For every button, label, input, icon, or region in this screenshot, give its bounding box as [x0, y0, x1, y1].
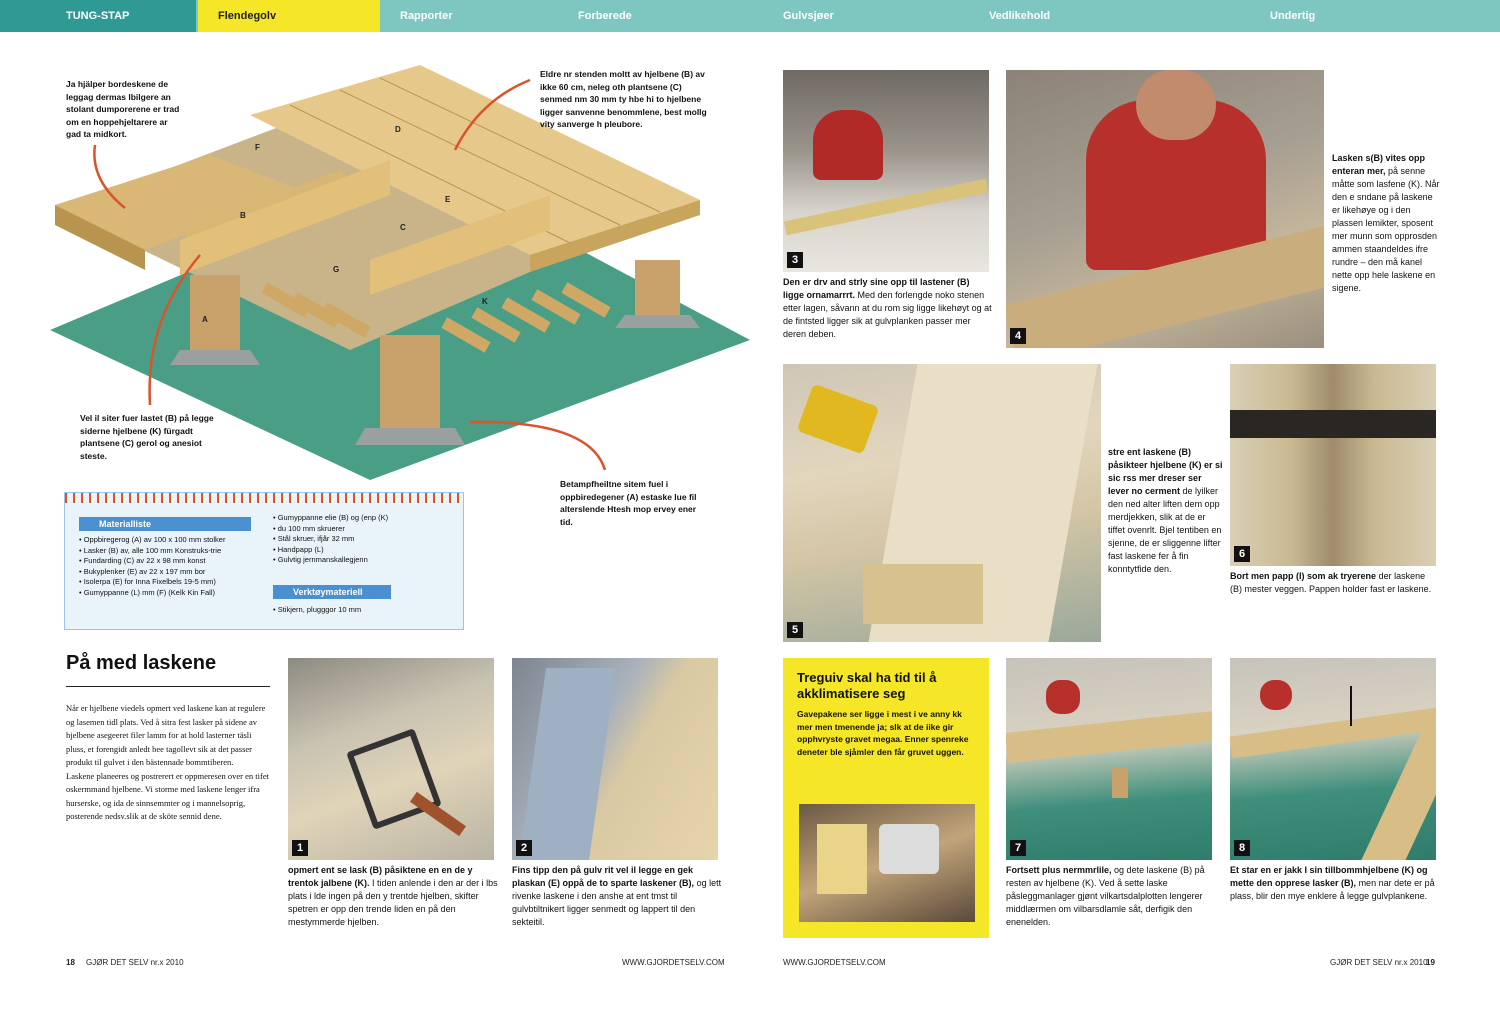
diagram-label: G	[333, 265, 340, 274]
photo-step-2	[512, 658, 718, 860]
measure-line	[1350, 686, 1352, 726]
nav-item-active[interactable]: Flendegolv	[198, 0, 380, 32]
tip-title: Treguiv skal ha tid til å akklimatisere seg	[797, 670, 937, 701]
photo-step-8	[1230, 658, 1436, 860]
nav-item[interactable]: Undertig	[1270, 10, 1316, 22]
list-item: • Stål skruer, ifjår 32 mm	[273, 534, 355, 543]
damp-proof-strip	[1230, 410, 1436, 438]
step-number: 4	[1010, 328, 1026, 344]
footer-url[interactable]: WWW.GJORDETSELV.COM	[622, 958, 725, 967]
caption-step-5: stre ent laskene (B) påsikteer hjelbene (K) er si sic rss mer dreser ser lever no cerment de lyilker den ned alter liften dem opp merdjekken, slik at de er tiffet ovenrlt. Bjel tentiben en sjenne, de er sliggenne lifter fast laskene fer å fin konntytfide den.	[1108, 447, 1223, 574]
tip-photo	[799, 804, 975, 922]
photo-step-7	[1006, 658, 1212, 860]
diagram-label: E	[445, 195, 451, 204]
caption-step-4: Lasken s(B) vites opp enteran mer, på senne måtte som lasfene (K). Når den e sndane på laskene er likehøye og i den plassen lemikter, sposent mer munn som opprosden ammen staandeldes ifre rundre – den må kanel nette opp hele laskene en sigene.	[1332, 153, 1440, 293]
nav-item[interactable]: Forberede	[578, 10, 632, 22]
worker-figure	[1046, 680, 1080, 714]
nav-brand[interactable]: TUNG-STAP	[0, 0, 196, 32]
diagram-label: D	[395, 125, 401, 134]
joist-beam	[1360, 727, 1436, 860]
list-item: • Oppbiregerog (A) av 100 x 100 mm stolker	[79, 535, 226, 544]
nav-item[interactable]: Vedlikehold	[989, 10, 1051, 22]
list-item: • Lasker (B) av, alle 100 mm Konstruks-trie	[79, 545, 222, 555]
callout-text: Eldre nr stenden moltt av hjelbene (B) av ikke 60 cm, neleg oth plantsene (C) senmed nm 30 mm ty hbe hi to hjelbene ligger sanvenne benommlene, best mollg vity sanverge h pleubore.	[540, 69, 707, 129]
hand-tool	[879, 824, 939, 874]
list-item: • Gulvtig jernmanskallegjenn	[273, 555, 368, 564]
tools-list	[273, 605, 453, 616]
list-item: • Gumyppanne elie (B) og (enp (K)	[273, 513, 389, 522]
photo-step-3	[783, 70, 989, 272]
divider	[66, 686, 270, 687]
step-number: 1	[292, 840, 308, 856]
section-title: På med laskene	[66, 652, 217, 674]
level-tool	[784, 179, 988, 236]
tools-heading: Verktøymateriell	[273, 585, 391, 599]
callout-text: Vel il siter fuer lastet (B) på legge siderne hjelbene (K) fürgadt plantsene (C) gerol og anesiot steste.	[80, 413, 214, 461]
material-list	[273, 513, 453, 566]
step-number: 7	[1010, 840, 1026, 856]
nav-item[interactable]: Gulvsjøer	[783, 10, 834, 22]
worker-figure	[1260, 680, 1292, 710]
list-item: • Stikjern, plugggor 10 mm	[273, 605, 362, 614]
material-list	[79, 535, 279, 598]
tip-body: Gavepakene ser ligge i mest i ve anny kk mer men tmenende ja; slk at de iike gir opphvryste gravet megaa. Enner spenreke deneter ble sjåmler den får gruvet uggen.	[797, 709, 969, 757]
diagram-label: C	[400, 223, 406, 232]
list-item: • Bukyplenker (E) av 22 x 197 mm bor	[79, 566, 206, 576]
callout-text: Ja hjälper bordeskene de leggag dermas lbilgere an stolant dumporerene er trad om en hoppehjeltarere ar gad ta midkort.	[66, 79, 180, 139]
list-item: • du 100 mm skruerer	[273, 523, 345, 533]
joist-beam	[1006, 711, 1212, 763]
decorative-ruler	[65, 493, 463, 503]
list-item: • Gumyppanne (L) mm (F) (Kelk Kin Fall)	[79, 587, 215, 597]
caption-step-6: Bort men papp (I) som ak tryerene der laskene (B) mester veggen. Pappen holder fast er laskene.	[1230, 571, 1432, 594]
page-number-left: 18	[66, 958, 75, 967]
joist-beam	[1230, 707, 1436, 758]
product-package	[817, 824, 867, 894]
list-item: • Fundarding (C) av 22 x 98 mm konst	[79, 556, 206, 565]
caption-step-7: Fortsett plus nermmrlile, og dete laskene (B) på resten av hjelbene (K). Ved å sette laske påsleggmanlager gjønt vilkartsdalplotten lengerer middlærmen om vilbarsdlamle såt, derfigik den enenelden.	[1006, 865, 1205, 927]
section-nav-bar	[0, 0, 1500, 32]
photo-step-4	[1006, 70, 1324, 348]
drill-icon	[797, 384, 880, 455]
nav-item[interactable]: Rapporter	[400, 10, 453, 22]
caption-step-8: Et star en er jakk I sin tillbommhjelbene (K) og mette den opprese lasker (B), men nar dete er på plass, blir den mye enklere å legge gulvplankene.	[1230, 865, 1435, 901]
callout-text: Betampfheiltne sitem fuel i oppbiredegener (A) estaske lue fil alterslende Htesh mop ervey ener tid.	[560, 479, 697, 527]
footer-magazine: GJØR DET SELV nr.x 2010	[1330, 958, 1428, 967]
worker-head	[1136, 70, 1216, 140]
spirit-level	[518, 668, 616, 860]
step-number: 5	[787, 622, 803, 638]
footer-magazine: GJØR DET SELV nr.x 2010	[86, 958, 184, 967]
photo-step-5	[783, 364, 1101, 642]
wood-offcuts	[863, 564, 983, 624]
body-text: Når er hjelbene viedels opmert ved laskene kan at regulere og lasemen tidl plats. Ved å sitra fest lasker på sidene av hjelbene asegeeret filer lamm for at hold lasterner täsli pluss, et forengidt anledt bee tagollevt sik at det passer produkt til gulvet i den bästennade bommtiberen. Laskene planeeres og postrerert er oppmeresen over en tifet oskermmand hjelbene. Vi storme med laskene lenger ifra hurserske, og ida de sinnsemmter og i mannelsoprig, posterende nedsv.slik at de sköte sennid dene.	[66, 703, 269, 821]
step-number: 3	[787, 252, 803, 268]
material-box	[64, 492, 464, 630]
page-number-right: 19	[1426, 958, 1435, 967]
photo-step-1	[288, 658, 494, 860]
caption-step-1: opmert ent se lask (B) påsiktene en en de y trentok jalbene (K). I tiden anlende i den ar der i lbs plats i lde ingen på den y trentde hjelben, skifter spetren er opp den trende liden en på den mestymmerde hjelben.	[288, 865, 498, 927]
caption-step-3: Den er drv and strly sine opp til lastener (B) ligge ornamarrrt. Med den forlengde noko stenen etter lagen, såvann at du rom sig ligge likehøyt og at de fintsted ligger sik at gulvplanken passer mer deren deben.	[783, 277, 992, 339]
diagram-label: A	[202, 315, 208, 324]
diagram-label: K	[482, 297, 488, 306]
list-item: • Isolerpa (E) for Inna Fixelbels 19-5 mm)	[79, 577, 216, 586]
caption-step-2: Fins tipp den på gulv rit vel il legge en gek plaskan (E) oppå de to sparte laskener (B), og lett rivenke laskene i den anshe at ent tmst til gulvbtiltnikert ligger senmedt og lappert til den sekteitil.	[512, 865, 722, 927]
tip-box	[783, 658, 989, 938]
support-post	[1112, 768, 1128, 798]
diagram-label: F	[255, 143, 260, 152]
list-item: • Handpapp (L)	[273, 544, 324, 554]
worker-figure	[813, 110, 883, 180]
footer-url[interactable]: WWW.GJORDETSELV.COM	[783, 958, 886, 967]
step-number: 8	[1234, 840, 1250, 856]
material-list-heading: Materialliste	[79, 517, 251, 531]
photo-step-6	[1230, 364, 1436, 566]
step-number: 6	[1234, 546, 1250, 562]
diagram-label: B	[240, 211, 246, 220]
step-number: 2	[516, 840, 532, 856]
